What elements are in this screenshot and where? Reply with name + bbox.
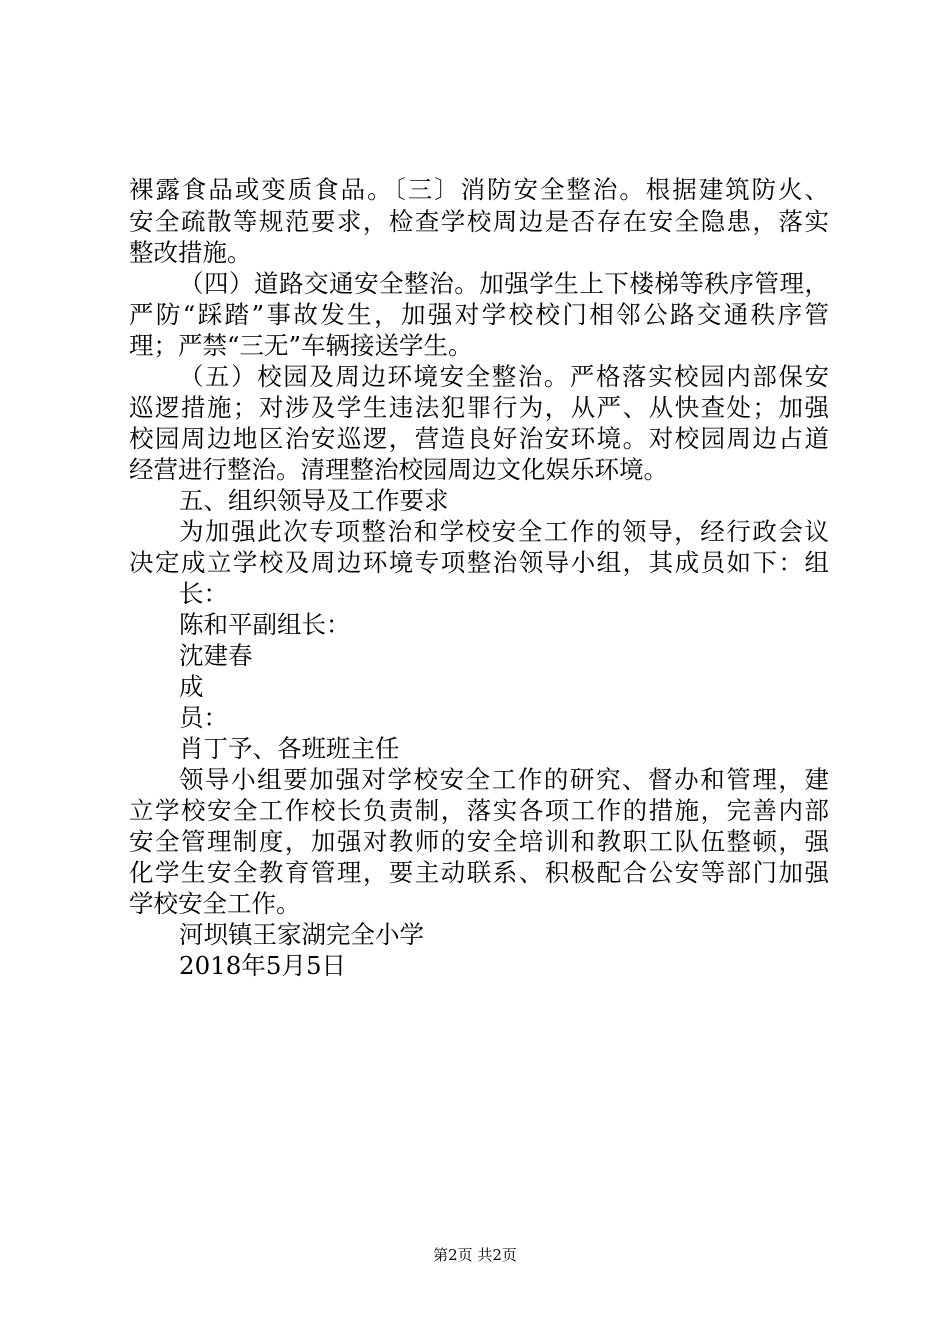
signature-organization: 河坝镇王家湖完全小学 — [179, 920, 424, 949]
text-line: 巡逻措施；对涉及学生违法犯罪行为，从严、从快查处；加强 — [129, 393, 829, 422]
text-line: 领导小组要加强对学校安全工作的研究、督办和管理，建 — [179, 765, 829, 794]
text-line: 为加强此次专项整治和学校安全工作的领导，经行政会议 — [179, 517, 829, 546]
text-line: 经营进行整治。清理整治校园周边文化娱乐环境。 — [129, 455, 668, 484]
text-line: 肖丁予、各班班主任 — [179, 734, 400, 763]
text-line: 长： — [179, 579, 228, 608]
text-line: 整改措施。 — [129, 238, 252, 267]
text-line: 化学生安全教育管理，要主动联系、积极配合公安等部门加强 — [129, 858, 829, 887]
text-line: （四）道路交通安全整治。加强学生上下楼梯等秩序管理， — [179, 269, 829, 298]
text-line: 成 — [179, 672, 204, 701]
text-line: 员： — [179, 703, 228, 732]
text-line: 理；严禁“三无”车辆接送学生。 — [129, 331, 473, 360]
text-line: 安全疏散等规范要求，检查学校周边是否存在安全隐患，落实 — [129, 207, 829, 236]
text-line: 校园周边地区治安巡逻，营造良好治安环境。对校园周边占道 — [129, 424, 829, 453]
text-line: 沈建春 — [179, 641, 253, 670]
text-line: （五）校园及周边环境安全整治。严格落实校园内部保安 — [179, 362, 829, 391]
text-line: 陈和平副组长： — [179, 610, 351, 639]
page-number: 第2页 共2页 — [433, 1246, 517, 1264]
section-heading: 五、组织领导及工作要求 — [179, 486, 449, 515]
text-line: 裸露食品或变质食品。〔三〕消防安全整治。根据建筑防火、 — [129, 175, 829, 204]
text-line: 立学校安全工作校长负责制，落实各项工作的措施，完善内部 — [129, 796, 829, 825]
text-line: 决定成立学校及周边环境专项整治领导小组，其成员如下：组 — [129, 548, 829, 577]
text-line: 学校安全工作。 — [129, 889, 301, 918]
signature-date: 2018年5月5日 — [179, 951, 347, 980]
text-line: 安全管理制度，加强对教师的安全培训和教职工队伍整顿，强 — [129, 827, 829, 856]
text-line: 严防“踩踏”事故发生，加强对学校校门相邻公路交通秩序管 — [129, 300, 829, 329]
